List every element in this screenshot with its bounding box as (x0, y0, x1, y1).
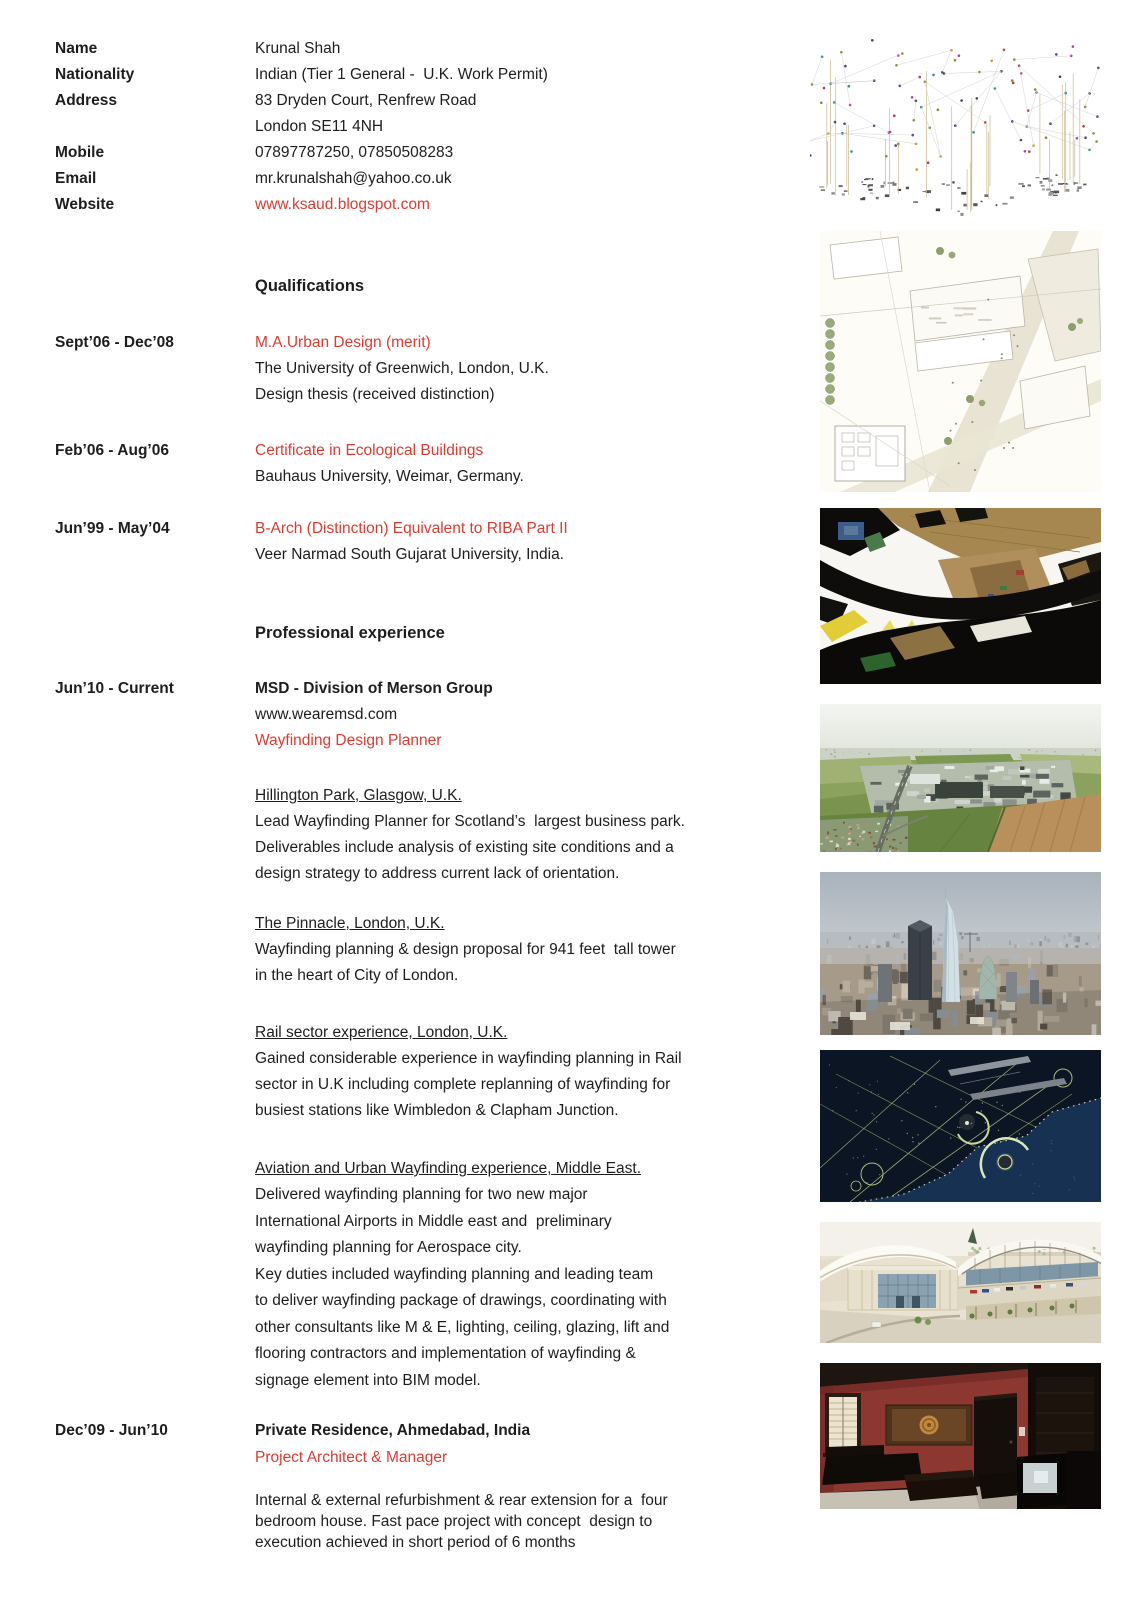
job-company: MSD - Division of Merson Group (255, 680, 493, 697)
job-line: Internal & external refurbishment & rear extension for a four (255, 1492, 668, 1509)
company-website-link[interactable]: www.wearemsd.com (255, 706, 398, 723)
personal-value-name: Krunal Shah (255, 40, 341, 57)
project-line: other consultants like M & E, lighting, ceiling, glazing, lift and (255, 1319, 670, 1336)
job-title: Private Residence, Ahmedabad, India (255, 1422, 531, 1439)
project-line: Wayfinding planning & design proposal for 941 feet tall tower (255, 941, 676, 958)
job-line: execution achieved in short period of 6 months (255, 1534, 576, 1551)
qualification-dates: Feb’06 - Aug’06 (55, 442, 169, 459)
job-role: Wayfinding Design Planner (255, 732, 442, 749)
portfolio-image-hillington-aerial (820, 704, 1101, 852)
qualification-title: Certificate in Ecological Buildings (255, 442, 484, 459)
project-line: Gained considerable experience in wayfinding planning in Rail (255, 1050, 682, 1067)
job-line: bedroom house. Fast pace project with concept design to (255, 1513, 653, 1530)
personal-label-nationality: Nationality (55, 66, 135, 83)
personal-label-name: Name (55, 40, 98, 57)
qualification-title: B-Arch (Distinction) Equivalent to RIBA Part II (255, 520, 568, 537)
project-line: Deliverables include analysis of existing site conditions and a (255, 839, 674, 856)
job-dates: Dec’09 - Jun’10 (55, 1422, 168, 1439)
portfolio-image-masterplan-drawing (820, 231, 1101, 492)
project-line: Key duties included wayfinding planning and leading team (255, 1266, 654, 1283)
project-line: wayfinding planning for Aerospace city. (255, 1239, 522, 1256)
portfolio-image-urban-analysis-diagrams (810, 28, 1102, 216)
qualification-line: Veer Narmad South Gujarat University, India. (255, 546, 564, 563)
project-line: sector in U.K including complete replanning of wayfinding for (255, 1076, 671, 1093)
project-line: Lead Wayfinding Planner for Scotland’s largest business park. (255, 813, 685, 830)
portfolio-image-pinnacle-aerial (820, 872, 1101, 1035)
personal-value-mobile: 07897787250, 07850508283 (255, 144, 454, 161)
portfolio-image-aerospace-night (820, 1050, 1101, 1202)
project-line: busiest stations like Wimbledon & Clapham Junction. (255, 1102, 619, 1119)
personal-value-address-1: 83 Dryden Court, Renfrew Road (255, 92, 477, 109)
qualification-line: Bauhaus University, Weimar, Germany. (255, 468, 524, 485)
project-title: Hillington Park, Glasgow, U.K. (255, 787, 462, 804)
project-title: Aviation and Urban Wayfinding experience, Middle East. (255, 1160, 641, 1177)
experience-heading: Professional experience (255, 624, 445, 642)
project-line: signage element into BIM model. (255, 1372, 481, 1389)
personal-label-website: Website (55, 196, 115, 213)
project-line: Delivered wayfinding planning for two new major (255, 1186, 588, 1203)
personal-label-email: Email (55, 170, 97, 187)
portfolio-image-residence-interior (820, 1363, 1101, 1509)
personal-label-address: Address (55, 92, 118, 109)
personal-value-address-2: London SE11 4NH (255, 118, 384, 135)
qualifications-heading: Qualifications (255, 277, 365, 295)
job-dates: Jun’10 - Current (55, 680, 174, 697)
personal-label-mobile: Mobile (55, 144, 105, 161)
project-line: design strategy to address current lack of orientation. (255, 865, 620, 882)
job-role: Project Architect & Manager (255, 1449, 448, 1466)
website-link[interactable]: www.ksaud.blogspot.com (255, 196, 430, 213)
personal-value-email: mr.krunalshah@yahoo.co.uk (255, 170, 452, 187)
project-line: in the heart of City of London. (255, 967, 459, 984)
portfolio-image-airport-terminal (820, 1222, 1101, 1343)
qualification-dates: Sept’06 - Dec’08 (55, 334, 174, 351)
project-line: International Airports in Middle east and preliminary (255, 1213, 612, 1230)
qualification-title: M.A.Urban Design (merit) (255, 334, 431, 351)
project-title: The Pinnacle, London, U.K. (255, 915, 445, 932)
qualification-dates: Jun’99 - May’04 (55, 520, 170, 537)
project-line: flooring contractors and implementation of wayfinding & (255, 1345, 636, 1362)
project-title: Rail sector experience, London, U.K. (255, 1024, 508, 1041)
portfolio-image-thesis-render (820, 508, 1101, 684)
personal-value-nationality: Indian (Tier 1 General - U.K. Work Permit) (255, 66, 548, 83)
qualification-line: Design thesis (received distinction) (255, 386, 495, 403)
qualification-line: The University of Greenwich, London, U.K. (255, 360, 549, 377)
project-line: to deliver wayfinding package of drawings, coordinating with (255, 1292, 667, 1309)
